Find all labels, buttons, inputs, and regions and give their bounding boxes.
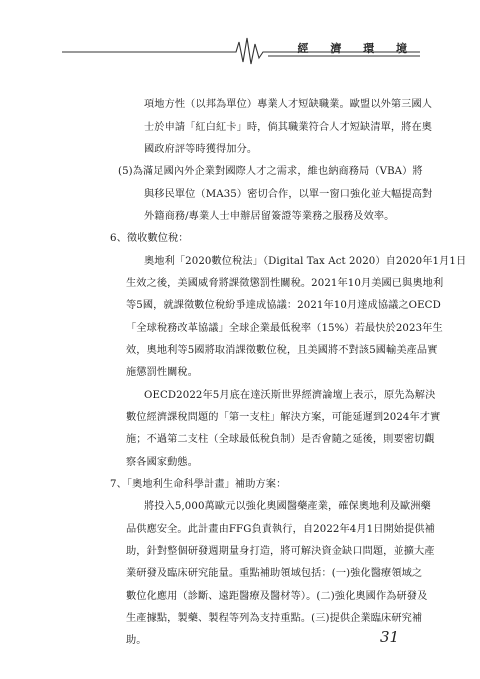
body-line: 數位化應用（診斷、遠距醫療及醫材等）。(二)強化奧國作為研發及 [126, 591, 428, 602]
body-line: 士於申請「紅白紅卡」時，倘其職業符合人才短缺清單，將在奧 [144, 122, 433, 133]
list-item-5: (5)為滿足國內外企業對國際人才之需求，維也納商務局（VBA）將 [118, 166, 423, 177]
body-line: 奧地利「2020數位稅法」（Digital Tax Act 2020）自2020年1月1日 [144, 256, 467, 267]
body-line: 與移民單位（MA35）密切合作，以單一窗口強化並大幅提高對 [144, 189, 433, 200]
body-line: 「全球稅務改革協議」全球企業最低稅率（15%）若最快於2023年生 [126, 323, 443, 334]
body-line: 生產據點，製藥、製程等列為支持重點。(三)提供企業臨床研究補 [126, 613, 423, 624]
body-line: 等5國，就課徵數位稅紛爭達成協議：2021年10月達成協議之OECD [126, 300, 441, 311]
body-line: 業研發及臨床研究能量。重點補助領域包括：(一)強化醫療領域之 [126, 568, 423, 579]
section-heading-7: 7、「奧地利生命科學計畫」補助方案： [110, 479, 287, 490]
header-title: 經 濟 環 境 [297, 42, 416, 55]
body-line: 外籍商務/專業人士申辦居留簽證等業務之服務及效率。 [144, 211, 395, 222]
body-line: 將投入5,000萬歐元以強化奧國醫藥產業，確保奧地利及歐洲藥 [144, 501, 431, 512]
body-line: 項地方性（以邦為單位）專業人才短缺職業。歐盟以外第三國人 [144, 99, 433, 110]
page-number: 31 [380, 628, 400, 646]
body-line: 效，奧地利等5國將取消課徵數位稅，且美國將不對該5國輸美產品實 [126, 345, 438, 356]
body-line: OECD2022年5月底在達沃斯世界經濟論壇上表示，原先為解決 [144, 390, 436, 401]
section-heading-6: 6、徵收數位稅： [110, 233, 189, 244]
body-line: 生效之後，美國威脅將課徵懲罰性關稅。2021年10月美國已與奧地利 [126, 278, 444, 289]
body-line: 助。 [126, 635, 147, 646]
body-line: 施懲罰性關稅。 [126, 367, 199, 378]
body-line: 施；不過第二支柱（全球最低稅負制）是否會隨之延後，則要密切觀 [126, 434, 435, 445]
body-line: 察各國家動態。 [126, 457, 199, 468]
page-header [0, 30, 480, 70]
body-line: 國政府評等時獲得加分。 [144, 144, 258, 155]
body-line: 品供應安全。此計畫由FFG負責執行，自2022年4月1日開始提供補 [126, 524, 435, 535]
body-line: 助，針對整個研發週期量身打造，將可解決資金缺口問題，並擴大產 [126, 546, 435, 557]
body-line: 數位經濟課稅問題的「第一支柱」解決方案，可能延遲到2024年才實 [126, 412, 441, 423]
